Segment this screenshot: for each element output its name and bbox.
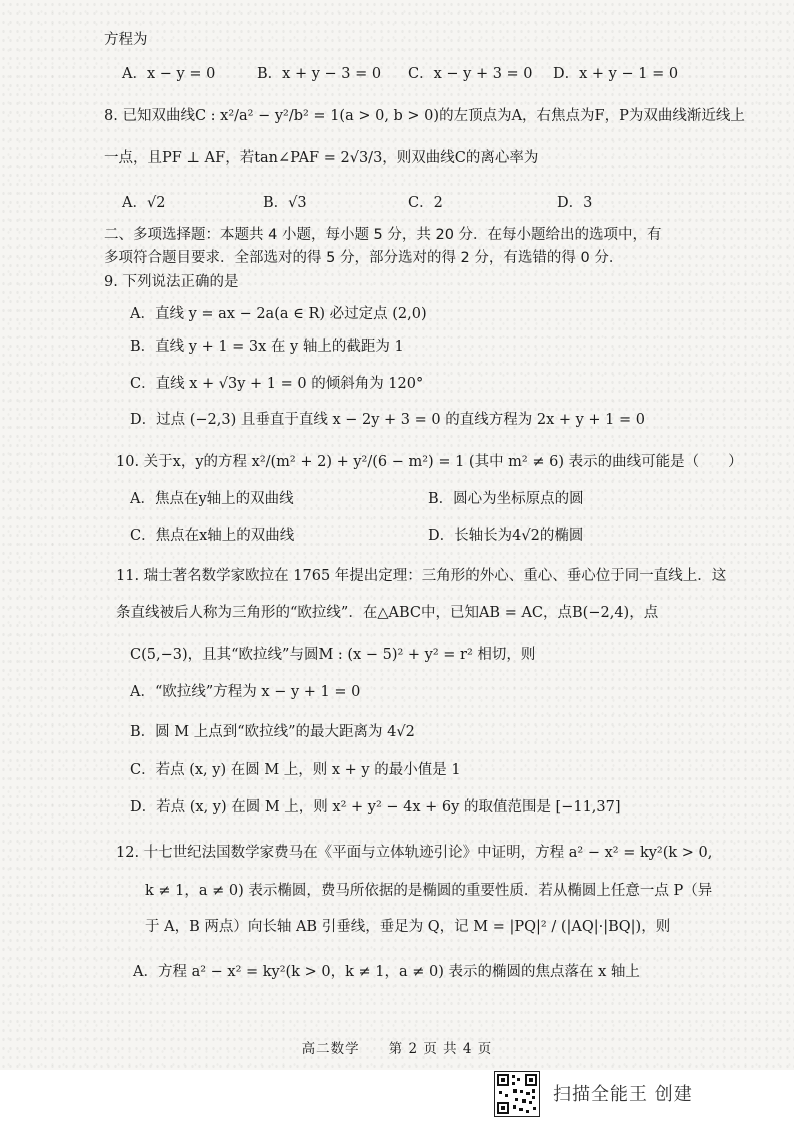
page-footer: 高二数学 第 2 页 共 4 页 [301, 1041, 493, 1057]
q11-option-d[interactable]: D．若点 (x, y) 在圆 M 上，则 x² + y² − 4x + 6y 的取值范围是 [−11,37] [130, 799, 621, 815]
q12-stem-3: 于 A，B 两点）向长轴 AB 引垂线，垂足为 Q，记 M = |PQ|² / (|AQ|·|BQ|)，则 [145, 919, 671, 935]
q8-stem-2: 一点，且PF ⊥ AF，若tan∠PAF = 2√3/3，则双曲线C的离心率为 [104, 150, 539, 166]
q7-tail: 方程为 [104, 32, 148, 48]
q11-stem-1: 11. 瑞士著名数学家欧拉在 1765 年提出定理：三角形的外心、重心、垂心位于同一直线上．这 [116, 568, 727, 584]
q9-option-a[interactable]: A．直线 y = ax − 2a(a ∈ R) 必过定点 (2,0) [130, 306, 427, 322]
q8-stem-1: 8. 已知双曲线C : x²/a² − y²/b² = 1(a > 0, b > 0)的左顶点为A，右焦点为F，P为双曲线渐近线上 [104, 108, 745, 124]
q7-option-a[interactable]: A．x − y = 0 [122, 66, 216, 82]
q10-option-b[interactable]: B．圆心为坐标原点的圆 [428, 491, 584, 507]
q8-option-d[interactable]: D．3 [557, 195, 593, 211]
q10-option-d[interactable]: D．长轴长为4√2的椭圆 [428, 528, 584, 544]
q9-option-b[interactable]: B．直线 y + 1 = 3x 在 y 轴上的截距为 1 [130, 339, 404, 355]
scanner-watermark: 扫描全能王 创建 [553, 1084, 693, 1105]
q8-option-a[interactable]: A．√2 [122, 195, 166, 211]
q9-option-d[interactable]: D．过点 (−2,3) 且垂直于直线 x − 2y + 3 = 0 的直线方程为 2x + y + 1 = 0 [130, 412, 645, 428]
q7-option-b[interactable]: B．x + y − 3 = 0 [257, 66, 382, 82]
q11-option-c[interactable]: C．若点 (x, y) 在圆 M 上，则 x + y 的最小值是 1 [130, 762, 461, 778]
q12-stem-1: 12. 十七世纪法国数学家费马在《平面与立体轨迹引论》中证明，方程 a² − x² = ky²(k > 0, [116, 845, 713, 861]
section-2-heading-cont: 多项符合题目要求．全部选对的得 5 分，部分选对的得 2 分，有选错的得 0 分． [104, 250, 624, 266]
q10-option-a[interactable]: A．焦点在y轴上的双曲线 [130, 491, 294, 507]
section-2-heading: 二、多项选择题：本题共 4 小题，每小题 5 分，共 20 分．在每小题给出的选项中，有 [104, 227, 662, 243]
q10-option-c[interactable]: C．焦点在x轴上的双曲线 [130, 528, 295, 544]
q10-stem: 10. 关于x，y的方程 x²/(m² + 2) + y²/(6 − m²) = 1 (其中 m² ≠ 6) 表示的曲线可能是（ ） [116, 454, 743, 470]
qr-code-icon [494, 1071, 540, 1117]
q11-stem-3: C(5,−3)，且其“欧拉线”与圆M : (x − 5)² + y² = r² 相切，则 [130, 647, 536, 663]
q9-option-c[interactable]: C．直线 x + √3y + 1 = 0 的倾斜角为 120° [130, 376, 424, 392]
q12-option-a[interactable]: A．方程 a² − x² = ky²(k > 0，k ≠ 1，a ≠ 0) 表示的椭圆的焦点落在 x 轴上 [133, 964, 640, 980]
q7-option-d[interactable]: D．x + y − 1 = 0 [553, 66, 679, 82]
q8-option-c[interactable]: C．2 [408, 195, 443, 211]
q9-stem: 9. 下列说法正确的是 [104, 274, 239, 290]
q7-option-c[interactable]: C．x − y + 3 = 0 [408, 66, 533, 82]
q11-option-a[interactable]: A．“欧拉线”方程为 x − y + 1 = 0 [130, 684, 361, 700]
q11-stem-2: 条直线被后人称为三角形的“欧拉线”．在△ABC中，已知AB = AC，点B(−2,4)，点 [116, 605, 659, 621]
q12-stem-2: k ≠ 1，a ≠ 0) 表示椭圆，费马所依据的是椭圆的重要性质．若从椭圆上任意一点 P（异 [145, 883, 713, 899]
q8-option-b[interactable]: B．√3 [263, 195, 307, 211]
q11-option-b[interactable]: B．圆 M 上点到“欧拉线”的最大距离为 4√2 [130, 724, 415, 740]
